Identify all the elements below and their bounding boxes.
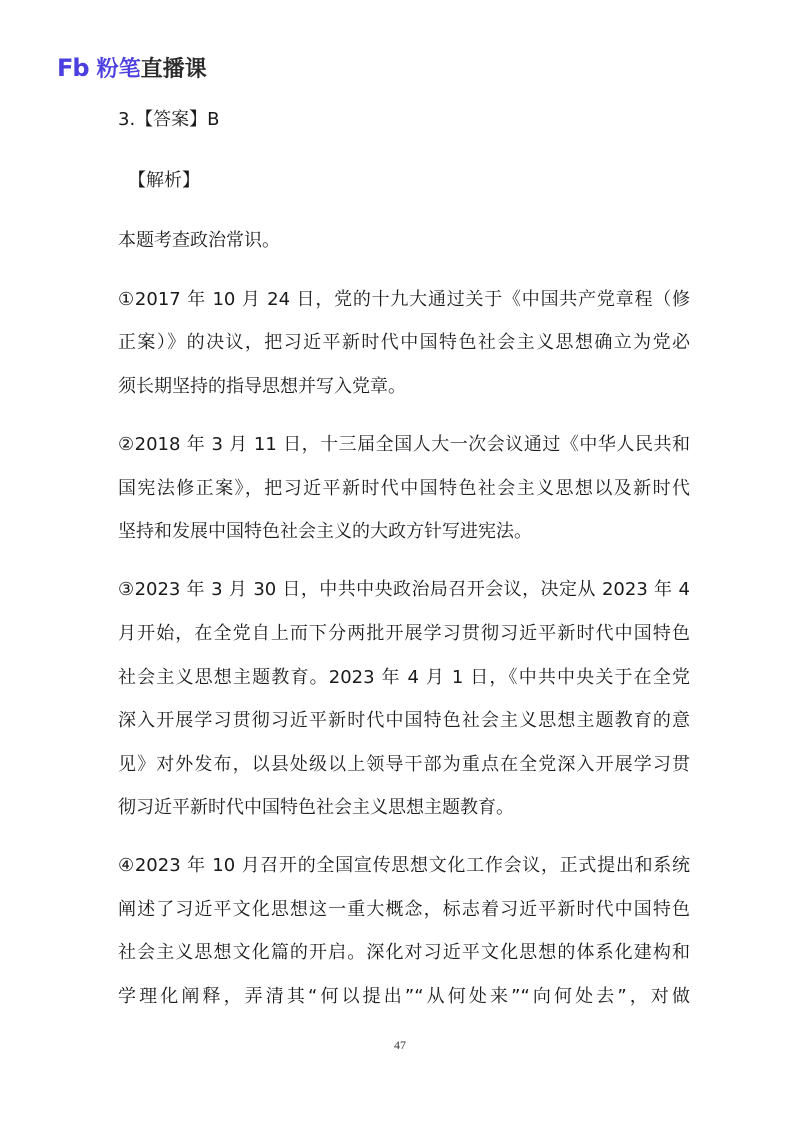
logo-brand: 粉笔 bbox=[96, 57, 141, 82]
logo-text bbox=[97, 52, 207, 83]
paragraph-1-line: 正案）》的决议，把习近平新时代中国特色社会主义思想确立为党必 bbox=[118, 332, 690, 353]
paragraph-1-line: 须长期坚持的指导思想并写入党章。 bbox=[118, 376, 406, 397]
paragraph-3-line: ③2023 年 3 月 30 日，中共中央政治局召开会议，决定从 2023 年 4 bbox=[118, 579, 690, 600]
paragraph-3-line: 深入开展学习贯彻习近平新时代中国特色社会主义思想主题教育的意 bbox=[118, 710, 690, 731]
paragraph-3-line: 月开始，在全党自上而下分两批开展学习贯彻习近平新时代中国特色 bbox=[118, 623, 690, 644]
paragraph-4-line: 社会主义思想文化篇的开启。深化对习近平文化思想的体系化建构和 bbox=[118, 942, 690, 963]
paragraph-4-line: ④2023 年 10 月召开的全国宣传思想文化工作会议，正式提出和系统 bbox=[118, 855, 690, 876]
logo-product: 直播课 bbox=[140, 57, 207, 82]
answer-heading: 3.【答案】B bbox=[118, 109, 220, 130]
paragraph-3-line: 见》对外发布，以县处级以上领导干部为重点在全党深入开展学习贯 bbox=[118, 754, 690, 775]
paragraph-2-line: 国宪法修正案》，把习近平新时代中国特色社会主义思想以及新时代 bbox=[118, 478, 690, 499]
brand-logo bbox=[57, 52, 207, 83]
intro-text: 本题考查政治常识。 bbox=[118, 230, 280, 251]
paragraph-2-line: 坚持和发展中国特色社会主义的大政方针写进宪法。 bbox=[118, 521, 532, 542]
analysis-label: 【解析】 bbox=[128, 170, 200, 191]
paragraph-1-line: ①2017 年 10 月 24 日，党的十九大通过关于《中国共产党章程（修 bbox=[118, 289, 690, 310]
paragraph-4-line: 阐述了习近平文化思想这一重大概念，标志着习近平新时代中国特色 bbox=[118, 899, 690, 920]
paragraph-3-line: 社会主义思想主题教育。2023 年 4 月 1 日，《中共中央关于在全党 bbox=[118, 667, 690, 688]
paragraph-4-line: 学理化阐释，弄清其“何以提出”“从何处来”“向何处去”，对做 bbox=[118, 986, 690, 1007]
paragraph-2-line: ②2018 年 3 月 11 日，十三届全国人大一次会议通过《中华人民共和 bbox=[118, 434, 690, 455]
page-number: 47 bbox=[394, 1038, 406, 1052]
logo-icon: Fb bbox=[57, 53, 89, 82]
paragraph-3-line: 彻习近平新时代中国特色社会主义思想主题教育。 bbox=[118, 797, 514, 818]
